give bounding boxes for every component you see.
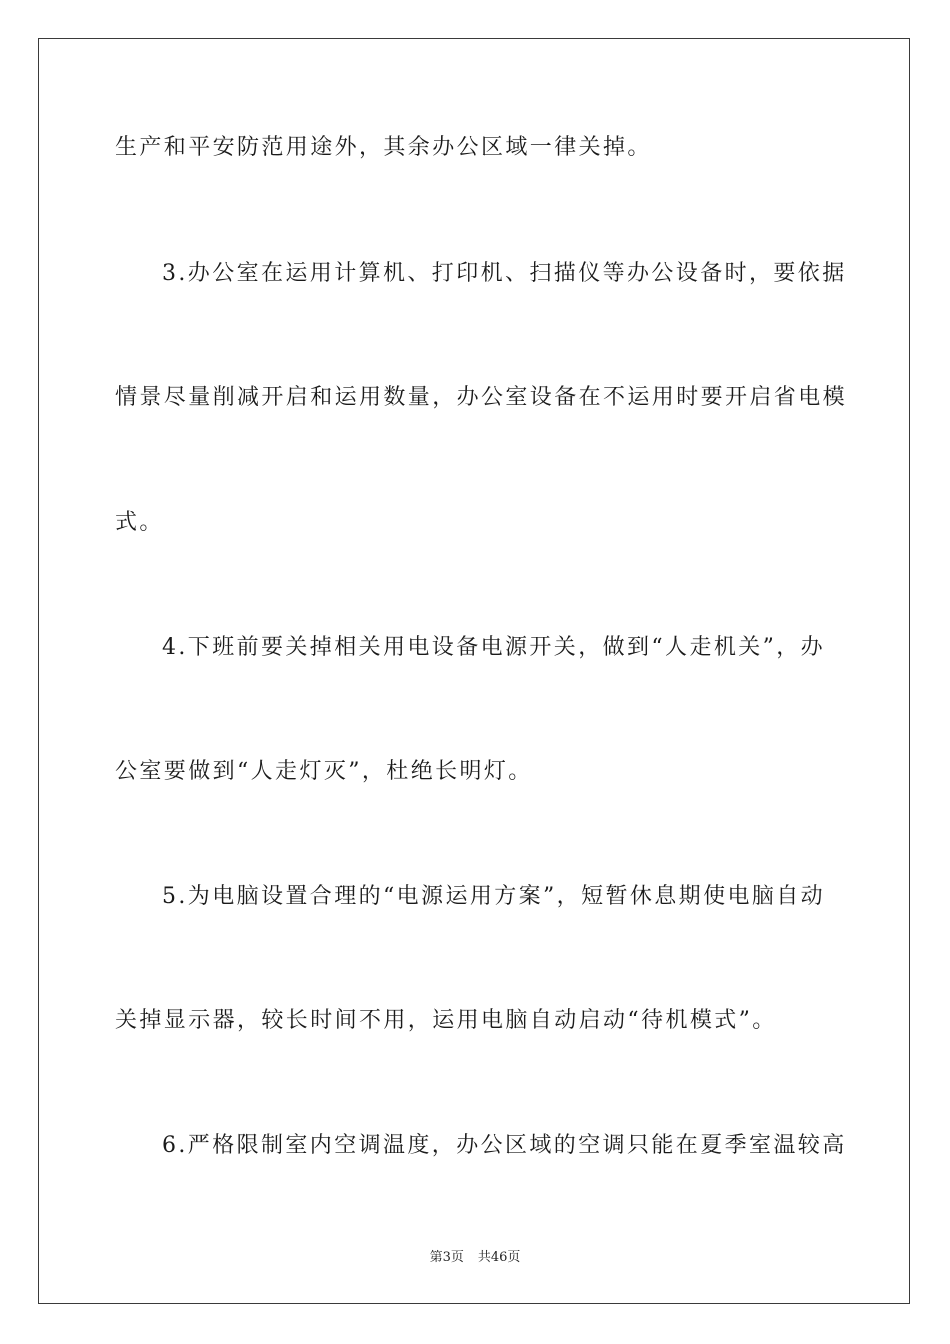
page-total: 共46页 xyxy=(477,1250,521,1265)
paragraph-line: 生产和平安防范用途外，其余办公区域一律关掉。 xyxy=(115,135,652,160)
page-number: 第3页 xyxy=(429,1250,464,1265)
page-border xyxy=(38,38,910,1304)
paragraph-line: 关掉显示器，较长时间不用，运用电脑自动启动“待机模式”。 xyxy=(115,1008,777,1033)
paragraph-line: 4.下班前要关掉相关用电设备电源开关，做到“人走机关”，办 xyxy=(162,635,826,660)
page-footer xyxy=(0,1246,950,1265)
paragraph-line: 公室要做到“人走灯灭”，杜绝长明灯。 xyxy=(115,759,533,784)
paragraph-line: 情景尽量削减开启和运用数量，办公室设备在不运用时要开启省电模 xyxy=(115,385,848,410)
paragraph-line: 式。 xyxy=(115,510,164,535)
paragraph-line: 5.为电脑设置合理的“电源运用方案”，短暂休息期使电脑自动 xyxy=(162,884,826,909)
paragraph-line: 6.严格限制室内空调温度，办公区域的空调只能在夏季室温较高 xyxy=(162,1133,847,1158)
paragraph-line: 3.办公室在运用计算机、打印机、扫描仪等办公设备时，要依据 xyxy=(162,261,847,286)
